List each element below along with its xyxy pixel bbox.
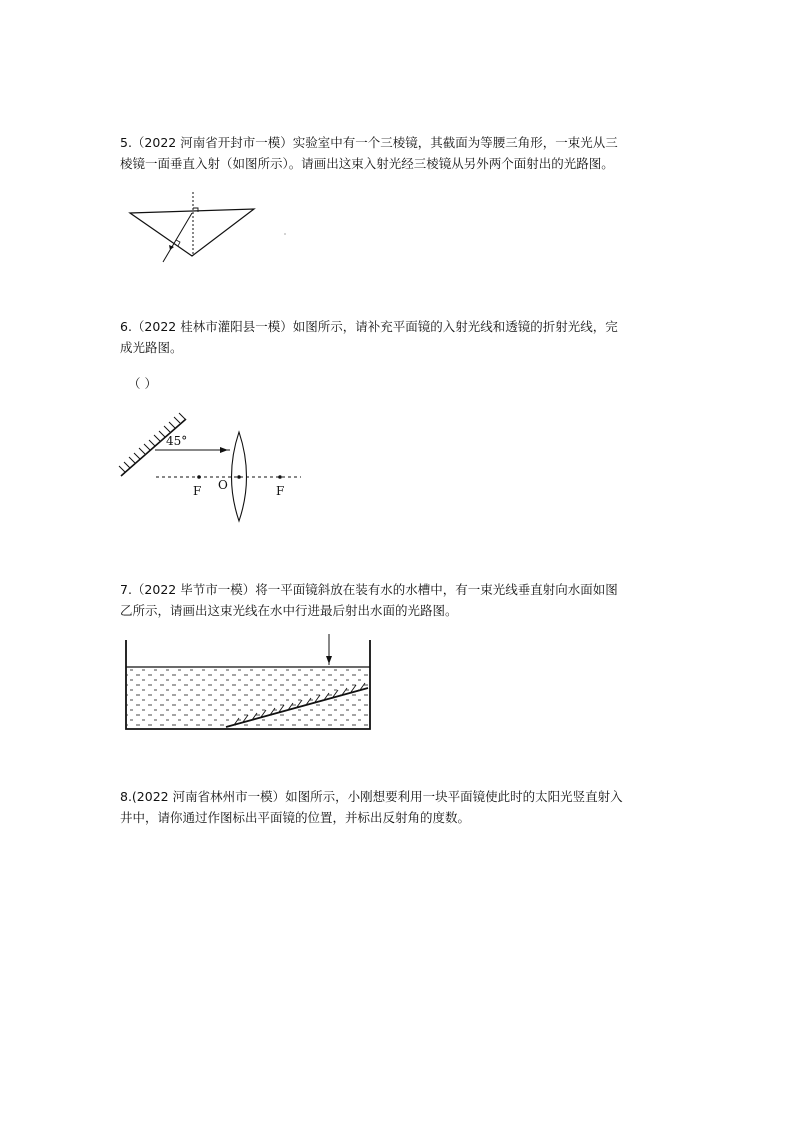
- focus-left-label: F: [193, 484, 202, 498]
- question-7: [120, 579, 680, 621]
- answer-bracket: （ ）: [128, 376, 157, 391]
- question-7-line-1: 7.（2022 毕节市一模）将一平面镜斜放在装有水的水槽中，有一束光线垂直射向水面如图: [120, 582, 618, 597]
- focus-right-label: F: [276, 484, 285, 498]
- question-6: [120, 316, 680, 358]
- question-8-line-1: 8.(2022 河南省林州市一模）如图所示，小刚想要利用一块平面镜使此时的太阳光竖直射入: [120, 789, 623, 804]
- question-8: [120, 786, 680, 828]
- center-label: O: [218, 478, 228, 492]
- vertical-light-ray-arrow: [326, 656, 332, 664]
- question-8-line-2: 井中，请你通过作图标出平面镜的位置，并标出反射角的度数。: [120, 810, 471, 825]
- question-6-line-1: 6.（2022 桂林市灌阳县一模）如图所示，请补充平面镜的入射光线和透镜的折射光线，完: [120, 319, 618, 334]
- focus-left-dot: [197, 475, 201, 479]
- question-6-line-2: 成光路图。: [120, 340, 183, 355]
- angle-label: 45°: [166, 434, 188, 448]
- prism-triangle: [130, 209, 254, 256]
- prism-figure: [126, 190, 296, 270]
- question-7-line-2: 乙所示，请画出这束光线在水中行进最后射出水面的光路图。: [120, 603, 458, 618]
- incident-ray-arrow: [169, 245, 174, 250]
- focus-right-dot: [278, 475, 282, 479]
- center-dot: [237, 475, 241, 479]
- reflected-ray-arrow: [220, 447, 228, 453]
- mirror-lens-figure: [118, 410, 308, 525]
- question-5: [120, 132, 680, 174]
- question-5-line-1: 5.（2022 河南省开封市一模）实验室中有一个三棱镜，其截面为等腰三角形，一束光从三: [120, 135, 618, 150]
- question-5-line-2: 棱镜一面垂直入射（如图所示）。请画出这束入射光经三棱镜从另外两个面射出的光路图。: [120, 156, 614, 171]
- water-tank-figure: [122, 632, 374, 734]
- incident-ray: [163, 213, 192, 262]
